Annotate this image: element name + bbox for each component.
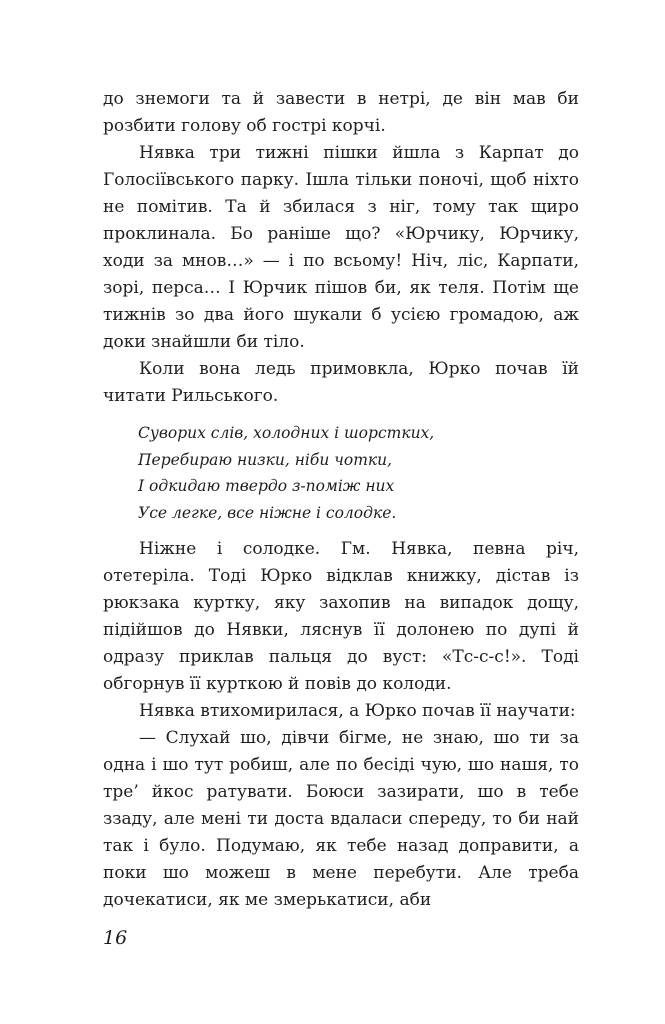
paragraph: до знемоги та й завести в нетрі, де він мав би розбити голову об гострі корчі. bbox=[103, 89, 579, 136]
paragraph: — Слухай шо, дівчи бігме, не знаю, шо ти за одна і шо тут робиш, але по бесіді чую, шо нашя, то тре’ йкос ратувати. Боюси зазирати, шо в тебе ззаду, але мені ти доста вдаласи спереду, то би най так і було. Подумаю, як тебе назад доправити, а поки шо можеш в мене перебути. Але треба дочекатиси, як ме змерькатиси, аби bbox=[103, 728, 579, 910]
paragraph: Ніжне і солодке. Гм. Нявка, певна річ, отетеріла. Тоді Юрко відклав книжку, дістав із рюкзака куртку, яку захопив на випадок дощу, підійшов до Нявки, ляснув її долонею по дупі й одразу приклав пальця до вуст: «Тс-с-с!». Тоді обгорнув її курткою й повів до колоди. bbox=[103, 539, 579, 694]
paragraph: Нявка втихомирилася, а Юрко почав її научати: bbox=[139, 701, 576, 721]
paragraph: Нявка три тижні пішки йшла з Карпат до Голосіївського парку. Ішла тільки поночі, щоб ніхто не помітив. Та й збилася з ніг, тому так щиро проклинала. Бо раніше що? «Юрчику, Юрчику, ходи за мнов…» — і по всьому! Ніч, ліс, Карпати, зорі, перса… І Юрчик пішов би, як теля. Потім ще тижнів зо два його шукали б усією громадою, аж доки знайшли би тіло. bbox=[103, 143, 579, 352]
poem-line: Перебираю низки, ніби чотки, bbox=[138, 450, 393, 469]
body-text bbox=[103, 86, 579, 914]
poem-line: Усе легке, все ніжне і солодке. bbox=[138, 503, 397, 522]
page-number: 16 bbox=[103, 927, 128, 949]
paragraph: Коли вона ледь примовкла, Юрко почав їй читати Рильського. bbox=[103, 359, 579, 406]
poem-line: Суворих слів, холодних і шорстких, bbox=[138, 424, 435, 442]
poem-quote bbox=[138, 420, 579, 526]
poem-line: І одкидаю твердо з-поміж них bbox=[138, 477, 395, 495]
